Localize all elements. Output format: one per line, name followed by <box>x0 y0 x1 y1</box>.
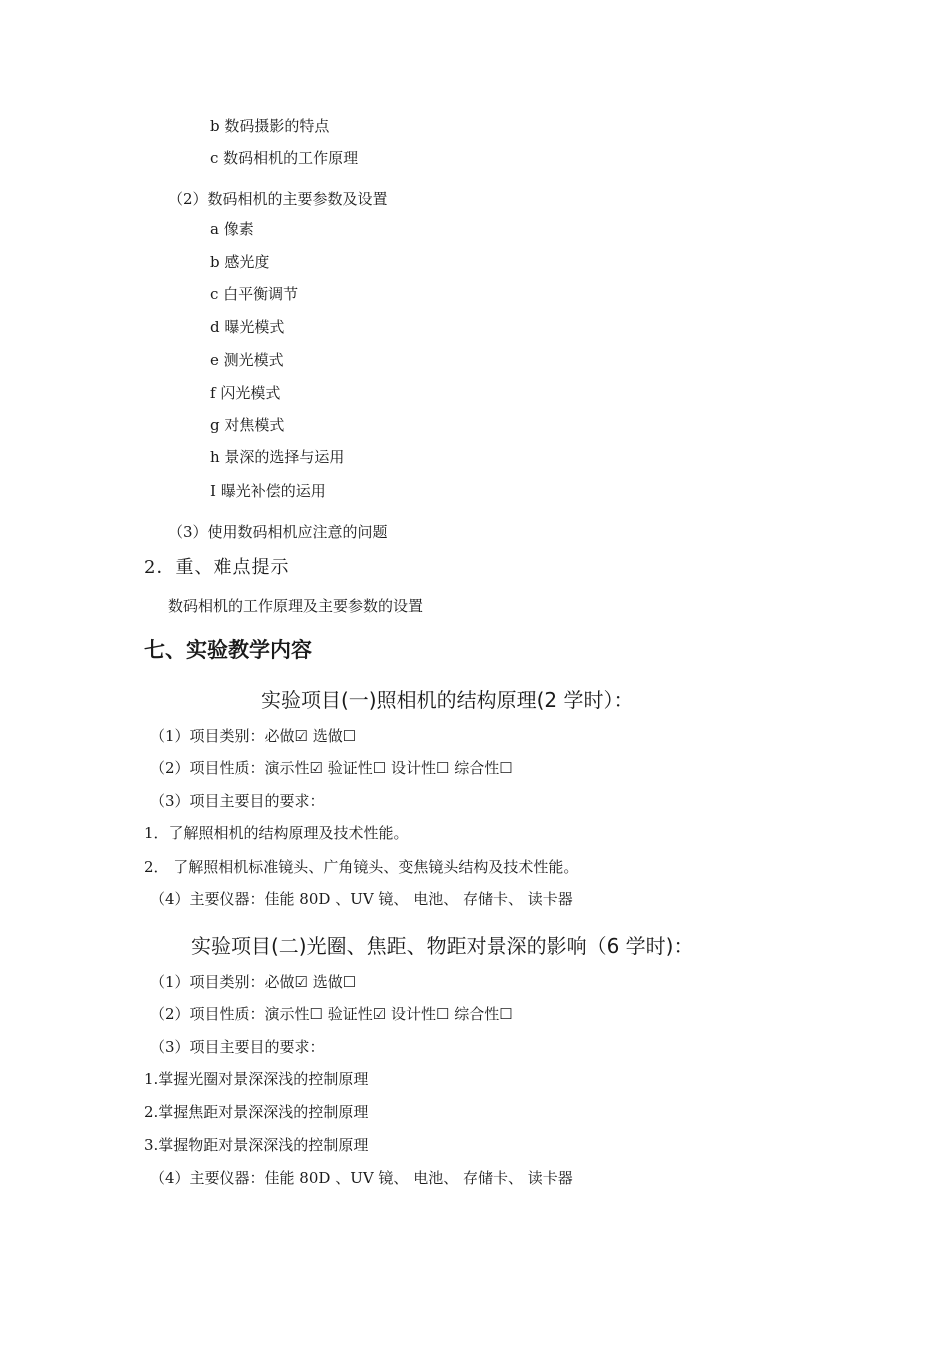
project-2-goal: 2.掌握焦距对景深深浅的控制原理 <box>144 1103 369 1121</box>
section-title: 七、实验教学内容 <box>144 638 312 662</box>
subsection-heading-3: （3）使用数码相机应注意的问题 <box>168 523 388 541</box>
project-1-purpose-heading: （3）项目主要目的要求： <box>150 792 325 810</box>
param-item: c 白平衡调节 <box>210 285 299 303</box>
param-item: b 感光度 <box>210 253 270 271</box>
project-2-title: 实验项目(二)光圈、焦距、物距对景深的影响（6 学时)： <box>191 934 694 958</box>
param-item: f 闪光模式 <box>210 384 281 402</box>
project-1-goal: 2． 了解照相机标准镜头、广角镜头、变焦镜头结构及技术性能。 <box>144 858 579 876</box>
param-item: h 景深的选择与运用 <box>210 448 345 466</box>
project-1-title: 实验项目(一)照相机的结构原理(2 学时）： <box>261 688 634 712</box>
param-item: a 像素 <box>210 220 254 238</box>
project-2-goal: 1.掌握光圈对景深深浅的控制原理 <box>144 1070 369 1088</box>
project-1-nature: （2）项目性质：演示性☑ 验证性☐ 设计性☐ 综合性☐ <box>150 759 513 777</box>
project-1-category: （1）项目类别：必做☑ 选做☐ <box>150 727 357 745</box>
param-item: d 曝光模式 <box>210 318 285 336</box>
param-item: I 曝光补偿的运用 <box>210 482 326 500</box>
param-item: e 测光模式 <box>210 351 284 369</box>
project-2-goal: 3.掌握物距对景深深浅的控制原理 <box>144 1136 369 1154</box>
key-points-text: 数码相机的工作原理及主要参数的设置 <box>168 597 424 615</box>
project-2-nature: （2）项目性质：演示性☐ 验证性☑ 设计性☐ 综合性☐ <box>150 1005 513 1023</box>
project-1-instruments: （4）主要仪器：佳能 80D 、UV 镜、 电池、 存储卡、 读卡器 <box>150 890 573 908</box>
outline-item-c: c 数码相机的工作原理 <box>210 149 359 167</box>
key-points-heading: 2．重、难点提示 <box>144 557 290 578</box>
project-2-instruments: （4）主要仪器：佳能 80D 、UV 镜、 电池、 存储卡、 读卡器 <box>150 1169 573 1187</box>
project-1-goal: 1．了解照相机的结构原理及技术性能。 <box>144 824 409 842</box>
outline-item-b: b 数码摄影的特点 <box>210 117 330 135</box>
param-item: g 对焦模式 <box>210 416 285 434</box>
subsection-heading-2: （2）数码相机的主要参数及设置 <box>168 190 388 208</box>
project-2-category: （1）项目类别：必做☑ 选做☐ <box>150 973 357 991</box>
project-2-purpose-heading: （3）项目主要目的要求： <box>150 1038 325 1056</box>
